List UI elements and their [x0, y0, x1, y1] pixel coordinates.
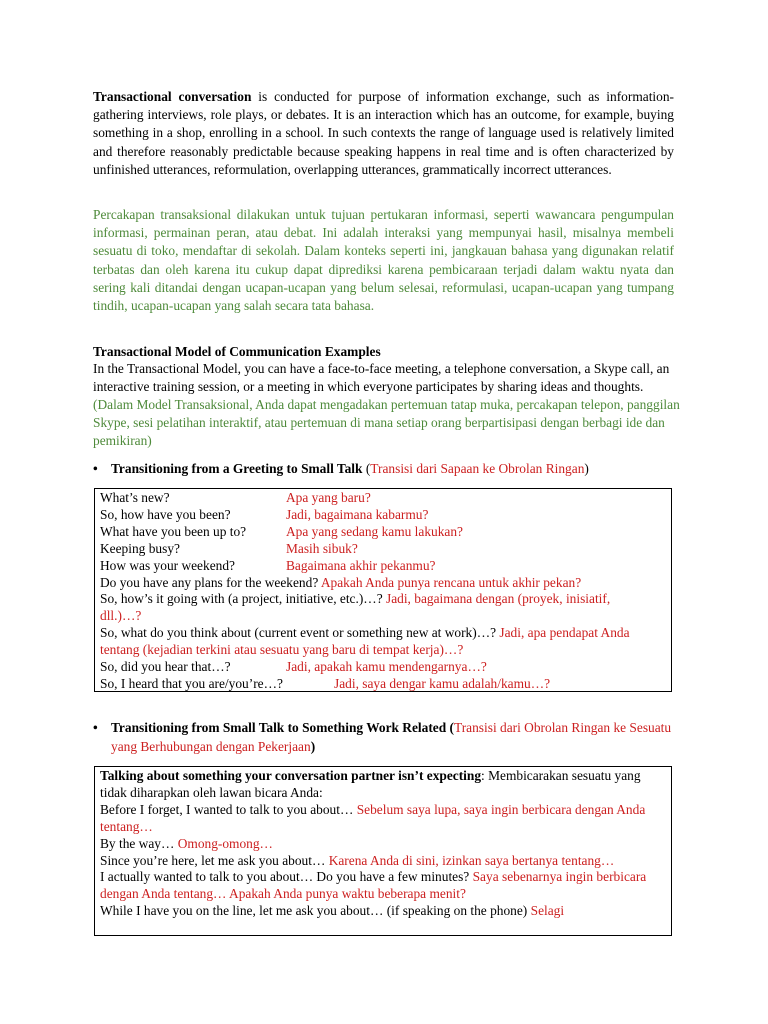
- phrase-en: Keeping busy?: [100, 540, 180, 556]
- phrase-en: So, what do you think about (current event or something new at work)…?: [100, 625, 500, 641]
- phrase-id: Jadi, bagaimana dengan (proyek, inisiatif, dll.)…?: [100, 591, 611, 624]
- phrase-line: [100, 903, 666, 920]
- phrase-en: Since you’re here, let me ask you about…: [100, 852, 329, 868]
- section1-open-paren: (: [362, 461, 371, 476]
- phrase-line: [100, 591, 666, 625]
- intro-bold-term: Transactional conversation: [93, 89, 252, 104]
- phrase-row: [100, 558, 666, 575]
- section2-close-paren: ): [310, 738, 316, 754]
- phrase-id: Jadi, apakah kamu mendengarnya…?: [286, 659, 487, 675]
- phrase-id: Saya sebenarnya ingin berbicara dengan Anda tentang… Apakah Anda punya waktu beberapa menit?: [100, 869, 647, 902]
- phrase-line: [100, 802, 666, 836]
- work-transition-box: [94, 766, 672, 936]
- phrase-row: [100, 524, 666, 541]
- phrase-en: So, I heard that you are/you’re…?: [100, 675, 283, 691]
- phrase-line: [100, 836, 666, 853]
- model-text: In the Transactional Model, you can have a face-to-face meeting, a telephone conversation, a Skype call, an interactive training session, or a meeting in which everyone participates by sharing ideas and thoughts.: [93, 361, 670, 395]
- phrase-row: [100, 490, 666, 507]
- section1-title: Transitioning from a Greeting to Small Talk: [111, 461, 363, 476]
- phrase-en: By the way…: [100, 835, 178, 851]
- model-translation: (Dalam Model Transaksional, Anda dapat mengadakan pertemuan tatap muka, percakapan telepon, panggilan Skype, sesi pelatihan interaktif, atau pertemuan di mana setiap orang berpartisipasi dengan berbagi ide dan pemikiran): [93, 397, 680, 449]
- phrase-en: Do you have any plans for the weekend?: [100, 574, 321, 590]
- phrase-id: Bagaimana akhir pekanmu?: [286, 557, 436, 573]
- phrase-en: So, how’s it going with (a project, initiative, etc.)…?: [100, 591, 386, 607]
- model-heading: Transactional Model of Communication Examples: [93, 344, 381, 359]
- section2-title-line: [111, 719, 676, 756]
- phrase-id: Jadi, saya dengar kamu adalah/kamu…?: [334, 675, 551, 691]
- phrase-id: Jadi, bagaimana kabarmu?: [286, 506, 429, 522]
- section1-close-paren: ): [584, 461, 589, 476]
- phrase-id: Apa yang sedang kamu lakukan?: [286, 523, 463, 539]
- phrase-id: Masih sibuk?: [286, 540, 358, 556]
- phrase-line: [100, 869, 666, 903]
- bullet-icon: •: [93, 461, 98, 476]
- phrase-en: What have you been up to?: [100, 523, 247, 539]
- box-heading-translation: : Membicarakan sesuatu yang tidak diharapkan oleh lawan bicara Anda:: [100, 768, 641, 800]
- phrase-en: Before I forget, I wanted to talk to you about…: [100, 801, 357, 817]
- section2-open-paren: (: [446, 720, 454, 735]
- model-paragraph: [93, 360, 683, 450]
- phrase-en: So, did you hear that…?: [100, 659, 231, 675]
- greeting-phrases-box: [94, 488, 672, 692]
- phrase-line: [100, 575, 666, 592]
- phrase-row: [100, 676, 666, 693]
- bullet-icon: •: [93, 720, 98, 735]
- phrase-id: Sebelum saya lupa, saya ingin berbicara dengan Anda tentang…: [100, 801, 646, 834]
- phrase-row: [100, 659, 666, 676]
- phrase-row: [100, 507, 666, 524]
- box-heading: Talking about something your conversation partner isn’t expecting: [100, 768, 482, 783]
- phrase-id: Jadi, apa pendapat Anda tentang (kejadian terkini atau sesuatu yang baru di tempat kerja)…?: [100, 625, 630, 658]
- intro-text: is conducted for purpose of information exchange, such as information-gathering interviews, role plays, or debates. It is an interaction which has an outcome, for example, buying something in a shop, enrolling in a school. In such contexts the range of language used is relatively limited and therefore reasonably predictable because speaking happens in real time and is often characterized by unfinished utterances, reformulation, overlapping utterances, grammatically incorrect utterances.: [93, 89, 674, 177]
- intro-translation: Percakapan transaksional dilakukan untuk tujuan pertukaran informasi, seperti wawancara pengumpulan informasi, permainan peran, atau debat. Ini adalah interaksi yang mempunyai hasil, misalnya membeli sesuatu di toko, mendaftar di sekolah. Dalam konteks seperti ini, jangkauan bahasa yang digunakan relatif terbatas dan oleh karena itu cukup dapat diprediksi karena pembicaraan terjadi dalam waktu nyata dan sering kali ditandai dengan ucapan-ucapan yang belum selesai, reformulasi, ucapan-ucapan yang tumpang tindih, ucapan-ucapan yang salah secara tata bahasa.: [93, 207, 674, 314]
- phrase-line: [100, 853, 666, 870]
- phrase-id: Karena Anda di sini, izinkan saya bertanya tentang…: [328, 852, 615, 868]
- section1-title-line: [111, 460, 676, 479]
- phrase-en: So, how have you been?: [100, 506, 231, 522]
- phrase-id: Apa yang baru?: [286, 490, 371, 505]
- intro-paragraph: [93, 88, 674, 179]
- phrase-id: Omong-omong…: [177, 835, 273, 851]
- phrase-line: [100, 625, 666, 659]
- section1-translation: Transisi dari Sapaan ke Obrolan Ringan: [370, 461, 585, 476]
- phrase-en: I actually wanted to talk to you about… Do you have a few minutes?: [100, 869, 473, 885]
- section2-title: Transitioning from Small Talk to Something Work Related: [111, 720, 447, 735]
- phrase-en: How was your weekend?: [100, 557, 235, 573]
- phrase-en: What’s new?: [100, 490, 170, 505]
- section2-translation: Transisi dari Obrolan Ringan ke Sesuatu yang Berhubungan dengan Pekerjaan: [111, 720, 672, 754]
- phrase-id: Apakah Anda punya rencana untuk akhir pekan?: [320, 574, 582, 590]
- phrase-en: While I have you on the line, let me ask you about… (if speaking on the phone): [100, 903, 531, 919]
- phrase-row: [100, 541, 666, 558]
- box-heading-line: [100, 768, 666, 802]
- phrase-id: Selagi: [530, 903, 565, 919]
